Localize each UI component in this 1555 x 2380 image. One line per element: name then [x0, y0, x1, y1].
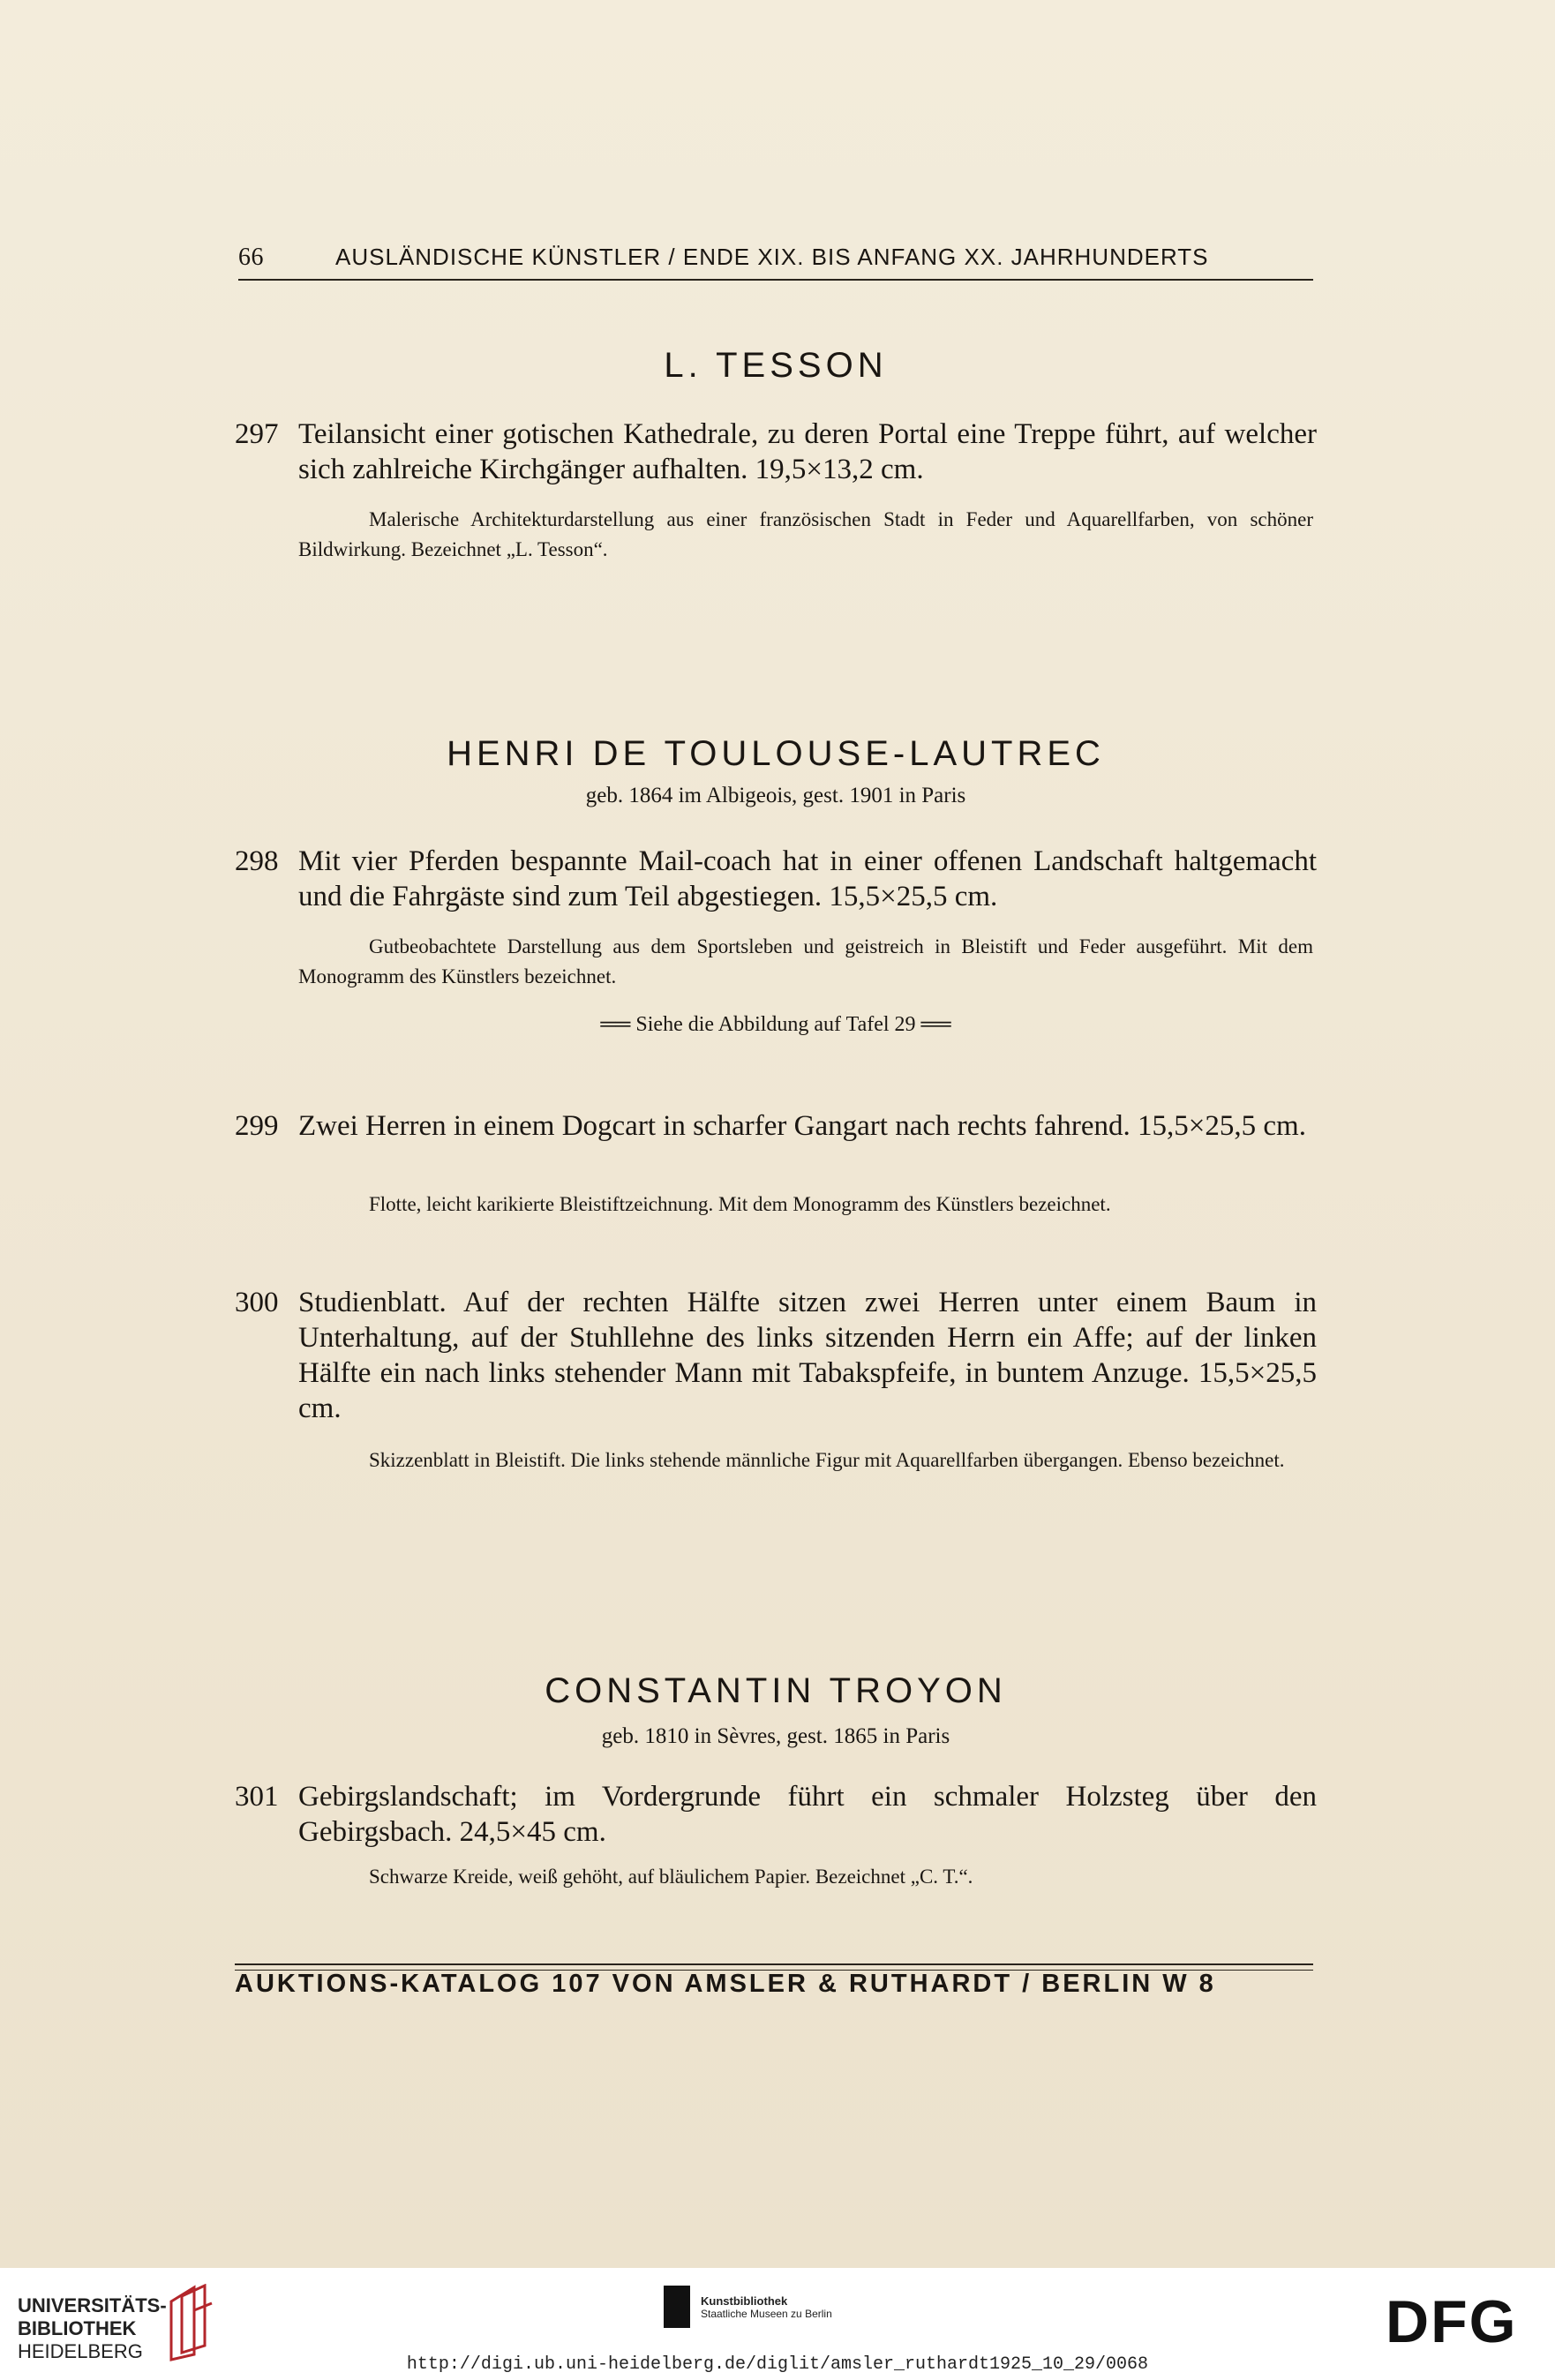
logo-line: Staatliche Museen zu Berlin: [701, 2307, 832, 2320]
plate-reference: ══ Siehe die Abbildung auf Tafel 29 ══: [600, 1013, 951, 1036]
catalog-entry-298: [235, 844, 1317, 914]
entry-note-298: Gutbeobachtete Darstellung aus dem Sportsleben und geistreich in Bleistift und Feder ausgeführt. Mit dem Monogramm des Künstlers bezeichnet.: [298, 935, 1313, 987]
artist-heading-tesson: L. TESSON: [664, 346, 888, 385]
dfg-logo[interactable]: DFG: [1386, 2288, 1518, 2355]
entry-description: Teilansicht einer gotischen Kathedrale, zu deren Portal eine Treppe führt, auf welcher sich zahlreiche Kirchgänger aufhalten. 19,5×13,2 cm.: [298, 418, 1317, 485]
catalog-entry-297: [235, 417, 1317, 487]
entry-description: Mit vier Pferden bespannte Mail-coach hat in einer offenen Landschaft haltgemacht und die Fahrgäste sind zum Teil abgestiegen. 15,5×25,5 cm.: [298, 845, 1317, 912]
header-rule: [238, 279, 1313, 281]
entry-number: 299: [235, 1110, 279, 1142]
entry-note-301: Schwarze Kreide, weiß gehöht, auf bläulichem Papier. Bezeichnet „C. T.“.: [369, 1866, 973, 1888]
catalog-entry-299: [235, 1108, 1317, 1144]
entry-note-299: Flotte, leicht karikierte Bleistiftzeichnung. Mit dem Monogramm des Künstlers bezeichnet.: [369, 1193, 1111, 1215]
entry-description: Gebirgslandschaft; im Vordergrunde führt ein schmaler Holzsteg über den Gebirgsbach. 24,5×45 cm.: [298, 1781, 1317, 1848]
entry-description: Zwei Herren in einem Dogcart in scharfer Gangart nach rechts fahrend. 15,5×25,5 cm.: [298, 1110, 1306, 1142]
logo-line: HEIDELBERG: [18, 2340, 143, 2362]
logo-line: UNIVERSITÄTS-: [18, 2294, 167, 2316]
logo-line: Kunstbibliothek: [701, 2294, 788, 2308]
kunstbibliothek-logo[interactable]: [664, 2286, 832, 2328]
entry-description: Studienblatt. Auf der rechten Hälfte sitzen zwei Herren unter einem Baum in Unterhaltung, auf der Stuhllehne des links sitzenden Herrn ein Affe; auf der linken Hälfte ein nach links stehender Mann mit Tabakspfeife, in buntem Anzuge. 15,5×25,5 cm.: [298, 1287, 1317, 1424]
artist-heading-lautrec: HENRI DE TOULOUSE-LAUTREC: [447, 734, 1105, 773]
running-header-title: AUSLÄNDISCHE KÜNSTLER / ENDE XIX. BIS ANFANG XX. JAHRHUNDERTS: [335, 244, 1209, 270]
entry-number: 300: [235, 1287, 279, 1318]
entry-number: 297: [235, 418, 279, 450]
artist-heading-troyon: CONSTANTIN TROYON: [545, 1671, 1007, 1710]
entry-note-300: Skizzenblatt in Bleistift. Die links stehende männliche Figur mit Aquarellfarben übergangen. Ebenso bezeichnet.: [369, 1449, 1285, 1471]
artist-dates-troyon: geb. 1810 in Sèvres, gest. 1865 in Paris: [601, 1724, 950, 1748]
ub-heidelberg-logo[interactable]: [18, 2294, 167, 2363]
catalog-entry-301: [235, 1779, 1317, 1850]
entry-number: 298: [235, 845, 279, 877]
kunstbibliothek-mark-icon: [664, 2286, 690, 2328]
artist-dates-lautrec: geb. 1864 im Albigeois, gest. 1901 in Paris: [585, 784, 966, 807]
logo-line: BIBLIOTHEK: [18, 2317, 137, 2339]
page-number: 66: [238, 244, 264, 271]
ub-heidelberg-mark-icon: [164, 2284, 217, 2363]
footer-rule: [235, 1963, 1313, 1965]
catalog-entry-300: [235, 1285, 1317, 1426]
auction-catalog-footer: AUKTIONS-KATALOG 107 VON AMSLER & RUTHARDT / BERLIN W 8: [235, 1970, 1216, 1998]
entry-note-297: Malerische Architekturdarstellung aus einer französischen Stadt in Feder und Aquarellfarben, von schöner Bildwirkung. Bezeichnet „L. Tesson“.: [298, 508, 1313, 560]
permalink-url[interactable]: http://digi.ub.uni-heidelberg.de/diglit/amsler_ruthardt1925_10_29/0068: [406, 2354, 1149, 2375]
entry-number: 301: [235, 1781, 279, 1813]
running-header: [238, 244, 1313, 272]
